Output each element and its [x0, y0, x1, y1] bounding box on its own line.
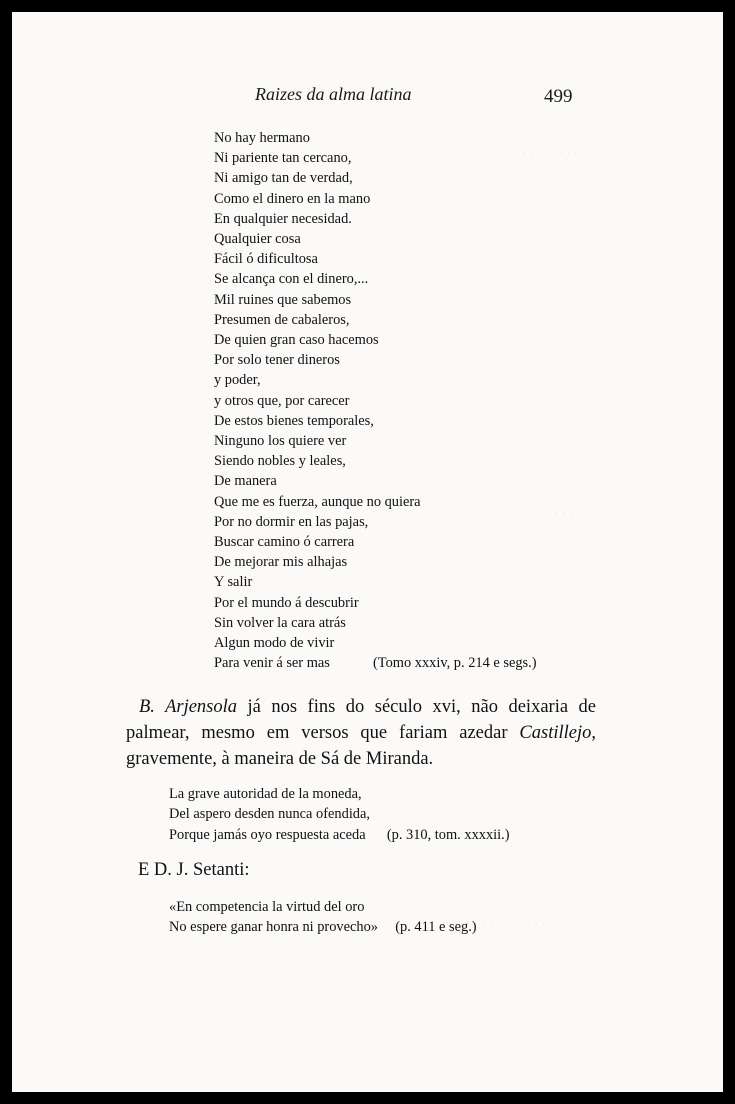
poem-block: [214, 128, 537, 673]
poem-line: Como el dinero en la mano: [214, 190, 371, 207]
quote-line: «En competencia la virtud del oro: [169, 899, 365, 915]
poem-line: [214, 653, 537, 673]
page-number: 499: [544, 86, 573, 107]
book-page: . . . . . . . . . . . . . . . . . . . . . . . . Raizes da alma latina 499 No hay hermano Ni pariente tan cercano, Ni amigo tan de verdad, Como el dinero en la mano En qualquier necesidad. Qualquier cosa Fácil ó dificultosa Se alcança con el dinero,... Mil ruines que sabemos Presumen de cabaleros, De quien gran caso hacemos Por solo tener dineros y poder, y otros que, por carecer De estos bienes temporales, Ninguno los quiere ver Siendo nobles y leales, De manera Que me es fuerza, aunque no quiera Por no dormir en las pajas, Buscar camino ó carrera De mejorar mis alhajas Y salir Por el mundo á descubrir Sin volver la cara atrás Algun modo de vivir Para venir á ser mas (Tomo xxxiv, p. 214 e segs.) B. Arjensola já nos fins do século xvi, não deixaria de palmear, mesmo em versos que fariam azedar Castillejo, gravemente, à maneira de Sá de Miranda. La grave autoridad de la moneda, Del aspero desden nunca ofendida, Porque jamás oyo respuesta aceda (p. 310, tom. xxxxii.) E D. J. Setanti: «En competencia la virtud del oro No espere ganar honra ni provecho» (p. 411 e seg.): [12, 12, 723, 1092]
poem-line: Por solo tener dineros: [214, 352, 340, 369]
poem-line: Ni amigo tan de verdad,: [214, 170, 353, 187]
commentary-text-2: , gravemente, à maneira de Sá de Miranda.: [126, 723, 596, 769]
quote-line-text: Porque jamás oyo respuesta aceda: [169, 826, 366, 843]
quote-line-text: No espere ganar honra ni provecho»: [169, 919, 378, 936]
poem-line: y poder,: [214, 372, 261, 389]
poem-line: Se alcança con el dinero,...: [214, 271, 369, 288]
poem-reference: (Tomo xxxiv, p. 214 e segs.): [373, 655, 537, 672]
poem-line: Qualquier cosa: [214, 231, 301, 248]
quote-line: La grave autoridad de la moneda,: [169, 786, 362, 802]
poem-line: Siendo nobles y leales,: [214, 453, 346, 470]
poem-line: Que me es fuerza, aunque no quiera: [214, 493, 421, 510]
commentary-paragraph: [126, 694, 596, 772]
quote-reference: (p. 310, tom. xxxxii.): [386, 826, 510, 843]
poem-line: Mil ruines que sabemos: [214, 291, 352, 308]
quote-reference: (p. 411 e seg.): [395, 919, 477, 936]
setanti-heading: E D. J. Setanti:: [138, 860, 250, 880]
poem-line: De estos bienes temporales,: [214, 412, 374, 429]
quote-argensola: [169, 784, 510, 845]
poem-line: Por no dormir en las pajas,: [214, 513, 369, 530]
quote-line: [169, 825, 510, 845]
author-name: B. Arjensola: [139, 697, 238, 717]
poem-line: No hay hermano: [214, 130, 310, 146]
poem-line: De manera: [214, 473, 277, 490]
poem-line: Por el mundo á descubrir: [214, 594, 359, 611]
poem-line: Ninguno los quiere ver: [214, 433, 347, 450]
page-header: [12, 84, 723, 114]
quote-line: Del aspero desden nunca ofendida,: [169, 806, 370, 823]
poem-last-line-text: Para venir á ser mas: [214, 655, 330, 672]
author-castillejo: Castillejo: [519, 723, 592, 743]
poem-line: En qualquier necesidad.: [214, 210, 352, 227]
poem-line: Buscar camino ó carrera: [214, 534, 355, 551]
poem-line: Algun modo de vivir: [214, 635, 335, 652]
quote-line: [169, 917, 477, 937]
poem-line: Fácil ó dificultosa: [214, 251, 318, 268]
poem-line: y otros que, por carecer: [214, 392, 350, 409]
poem-line: Y salir: [214, 574, 253, 591]
poem-line: De mejorar mis alhajas: [214, 554, 348, 571]
poem-line: Ni pariente tan cercano,: [214, 150, 352, 167]
commentary-text-1: já nos fins do século xvi, não deixaria de palmear, mesmo em versos que fariam azedar: [126, 697, 596, 743]
poem-line: De quien gran caso hacemos: [214, 332, 379, 349]
poem-line: Presumen de cabaleros,: [214, 311, 350, 328]
quote-setanti: [169, 897, 477, 938]
poem-line: Sin volver la cara atrás: [214, 614, 346, 631]
running-title: Raizes da alma latina: [255, 84, 412, 104]
